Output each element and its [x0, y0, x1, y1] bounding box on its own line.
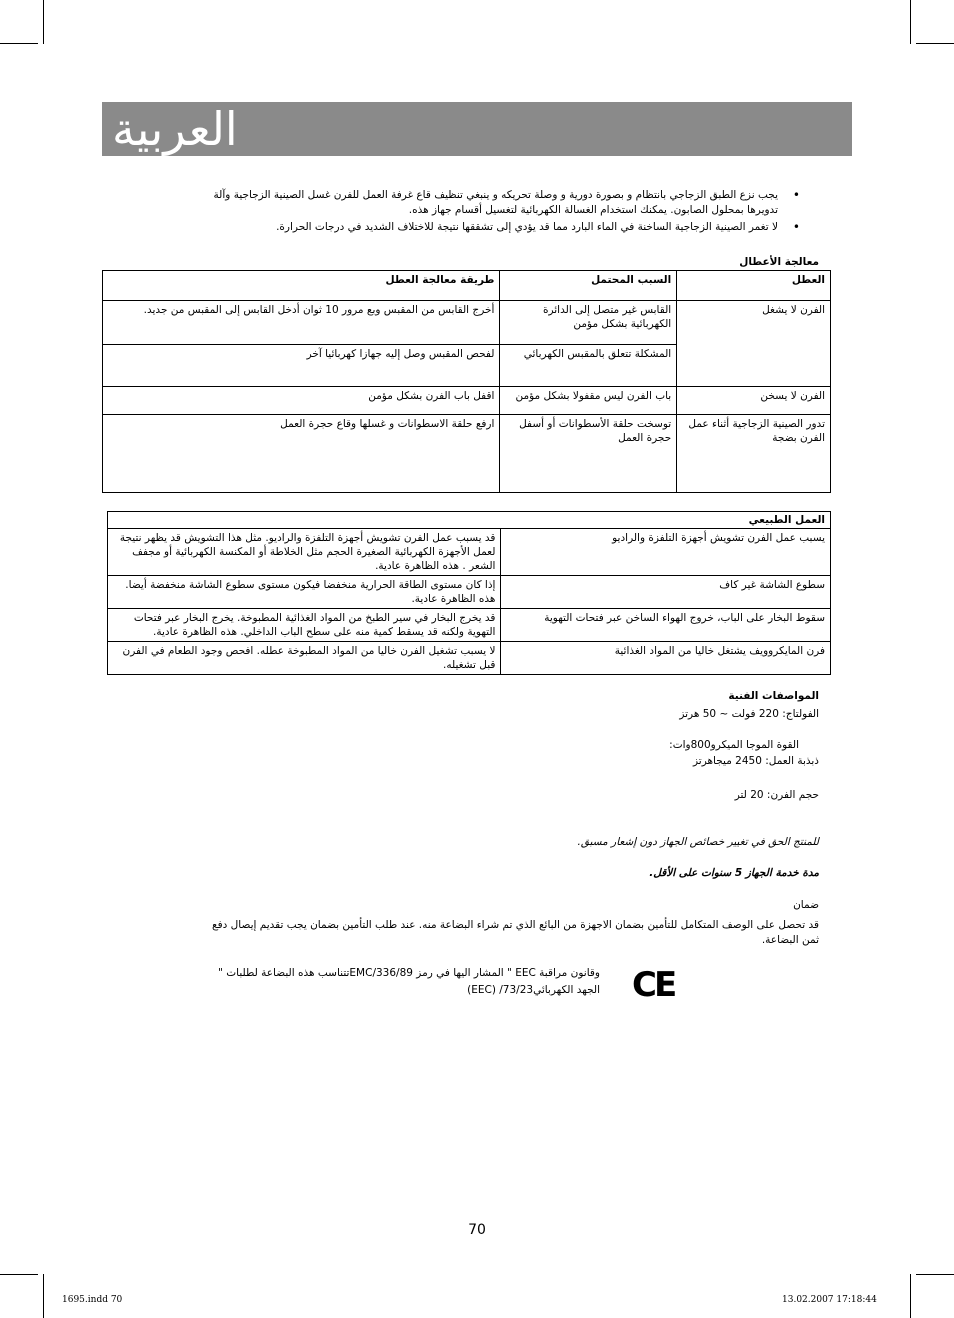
table-row [108, 576, 831, 609]
table-cell: اقفل باب الفرن بشكل مؤمن [103, 387, 500, 415]
crop-mark [0, 1274, 38, 1275]
crop-mark [910, 0, 911, 44]
table-cell: باب الفرن ليس مقفولا بشكل مؤمن [500, 387, 677, 415]
table-cell: فرن المايكروويف يشتغل خاليا من المواد الغذائية [501, 642, 831, 675]
table-row [103, 301, 831, 345]
compliance-line: وقانون مراقبة EEC " المشار اليها في رمز EMC/336/89تتناسب هذه البضاعة لطلبات " [218, 967, 600, 979]
table-cell: قد يسبب عمل الفرن تشويش أجهزة التلفزة والراديو. مثل هذا التشويش قد يظهر نتيجة لعمل الأجهزة الكهربائية الصغيرة الحجم مثل الخلاطة أو المكنسة الكهربائية أو مجفف الشعر . هذه الظاهرة عادية. [108, 529, 501, 576]
warranty-title: ضمان [793, 899, 819, 911]
table-title: العمل الطبيعي [108, 512, 831, 529]
column-header: السبب المحتمل [500, 271, 677, 301]
footer-file: 1695.indd 70 [62, 1295, 123, 1305]
rights-note: للمنتج الحق في تغيير خصائص الجهاز دون إشعار مسبق. [577, 836, 819, 848]
section-banner [102, 102, 852, 156]
table-header-row [103, 271, 831, 301]
table-cell: لفحص المقبس وصل إليه جهازا كهربائيا آخر [103, 345, 500, 387]
table-cell: تدور الصينية الزجاجية أثناء عمل الفرن بضجة [677, 415, 831, 493]
compliance-line: الجهد الكهربائي73/23/ (EEC) [467, 984, 600, 996]
table-cell: ارفع حلقة الاسطوانات و غسلها وقاع حجرة العمل [103, 415, 500, 493]
ce-mark: CE [632, 965, 675, 1005]
table-cell: الفرن لا يشغل [677, 301, 831, 387]
table-cell: يسبب عمل الفرن تشويش أجهزة التلفزة والراديو [501, 529, 831, 576]
table-cell: إذا كان مستوى الطاقة الحرارية منخفضا فيكون مستوى سطوع الشاشة منخفضة أيضا. هذه الظاهرة عادية. [108, 576, 501, 609]
table-row [108, 609, 831, 642]
crop-mark [910, 1274, 911, 1318]
list-item: لا تغمر الصينية الزجاجية الساخنة في الماء البارد مما قد يؤدي إلى تشققها نتيجة للاختلاف الشديد في درجات الحرارة. • [200, 220, 778, 235]
table-row [108, 529, 831, 576]
spec-frequency: ذبذبة العمل: 2450 ميجاهرتز [693, 755, 819, 767]
crop-mark [43, 1274, 44, 1318]
table-cell: القابس غير متصل إلى الدائرة الكهربائية بشكل مؤمن [500, 301, 677, 345]
specs-heading: المواصفات الفنية [728, 690, 819, 702]
spec-volume: حجم الفرن: 20 لتر [734, 789, 819, 801]
care-instructions [200, 188, 778, 237]
normal-operation-table [107, 511, 831, 675]
table-cell: توسخت حلقة الأسطوانات أو أسفل حجرة العمل [500, 415, 677, 493]
table-cell: المشكلة تتعلق بالمقبس الكهربائي [500, 345, 677, 387]
table-row [103, 415, 831, 493]
crop-mark [0, 43, 38, 44]
faults-table [102, 270, 831, 493]
column-header: العطل [677, 271, 831, 301]
table-cell: الفرن لا يسخن [677, 387, 831, 415]
warranty-text: قد تحصل على الوصف المتكامل للتأمين بضمان الاجهزة من البائع الذي تم شراء البضاعة منه. عند طلب التأمين بضمان يجب تقديم إيصال دفع ثمن البضاعة. [212, 919, 819, 946]
table-cell: سقوط البخار على الباب، خروج الهواء الساخن عبر فتحات التهوية [501, 609, 831, 642]
table-header-row [108, 512, 831, 529]
spec-power: القوة الموجا الميكرو800وات: [669, 739, 799, 751]
table-cell: قد يخرج البخار في سير الطبخ من المواد الغذائية المطبوخة. يخرج البخار عبر فتحات التهوية ولكنه قد يسقط كمية منه على سطح الباب الداخلي. هذه الظاهرة عادية. [108, 609, 501, 642]
table-cell: سطوع الشاشة غير كاف [501, 576, 831, 609]
service-life-note: مدة خدمة الجهاز 5 سنوات على الأقل. [649, 867, 819, 879]
crop-mark [916, 43, 954, 44]
table-cell: أخرج القابس من المقبس وبع مرور 10 ثوان أدخل القابس إلى المقبس من جديد. [103, 301, 500, 345]
spec-voltage: الفولتاج: 220 فولت ~ 50 هرتز [679, 708, 819, 720]
footer-timestamp: 13.02.2007 17:18:44 [782, 1295, 877, 1305]
page-title: العربية [112, 102, 238, 156]
crop-mark [43, 0, 44, 44]
page-number: 70 [468, 1222, 486, 1238]
faults-heading: معالجة الأعطال [739, 256, 819, 268]
table-cell: لا يسبب تشغيل الفرن خاليا من المواد المطبوخة عطله. افحص وجود الطعام في الفرن قبل تشغيله. [108, 642, 501, 675]
column-header: طريقة معالجة العطل [103, 271, 500, 301]
list-item: يجب نزع الطبق الزجاجي بانتظام و بصورة دورية و وصلة تحريكه و ينبغي تنظيف قاع غرفة العمل للفرن غسل الصينية الزجاجية وآلة تدويرها بمحلول الصابون. يمكنك استخدام الغسالة الكهربائية لتغسيل أقسام جهاز هذه. • [200, 188, 778, 218]
table-row [103, 387, 831, 415]
table-row [108, 642, 831, 675]
crop-mark [916, 1274, 954, 1275]
